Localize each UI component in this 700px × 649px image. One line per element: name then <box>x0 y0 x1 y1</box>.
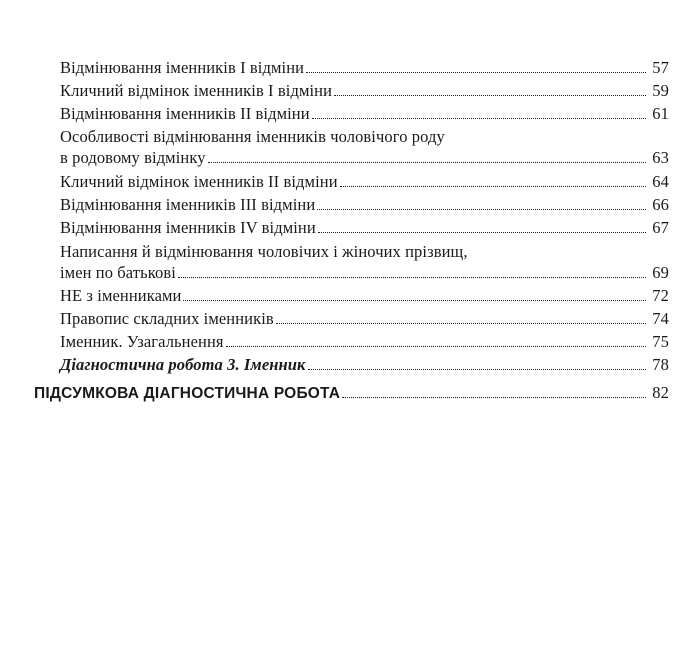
toc-entry-title: Діагностична робота 3. Іменник <box>60 355 306 374</box>
toc-page-number: 57 <box>652 58 669 77</box>
toc-entry-title: Відмінювання іменників ІV відміни <box>60 218 316 237</box>
toc-entry-title-line1: Написання й відмінювання чоловічих і жіночих прізвищ, <box>60 242 468 261</box>
dot-leader <box>226 346 646 347</box>
toc-entry[interactable] <box>60 287 669 305</box>
dot-leader <box>340 186 646 187</box>
toc-page-number: 69 <box>652 263 669 282</box>
toc-entry[interactable] <box>60 173 669 191</box>
toc-page-number: 66 <box>652 195 669 214</box>
toc-entry-title: НЕ з іменниками <box>60 286 182 305</box>
toc-page-number: 59 <box>652 81 669 100</box>
toc-entry-title-line1: Особливості відмінювання іменників чоловічого роду <box>60 127 445 146</box>
dot-leader <box>306 72 646 73</box>
toc-entry[interactable] <box>60 219 669 237</box>
toc-entry[interactable] <box>60 149 669 167</box>
toc-entry[interactable] <box>60 196 669 214</box>
toc-entry[interactable] <box>60 82 669 100</box>
toc-page-number: 74 <box>652 309 669 328</box>
toc-page-number: 64 <box>652 172 669 191</box>
toc-page-number: 67 <box>652 218 669 237</box>
toc-entry[interactable] <box>60 264 669 282</box>
dot-leader <box>342 397 646 398</box>
toc-page-number: 78 <box>652 355 669 374</box>
toc-entry-title: Відмінювання іменників ІІ відміни <box>60 104 310 123</box>
dot-leader <box>208 162 646 163</box>
toc-page-number: 63 <box>652 148 669 167</box>
toc-page-number: 72 <box>652 286 669 305</box>
dot-leader <box>312 118 646 119</box>
toc-entry-title: Правопис складних іменників <box>60 309 274 328</box>
dot-leader <box>308 369 646 370</box>
toc-page-number: 61 <box>652 104 669 123</box>
toc-entry-diagnostic[interactable] <box>60 356 669 374</box>
toc-entry-title: Відмінювання іменників ІІІ відміни <box>60 195 316 214</box>
toc-entry-title: Кличний відмінок іменників І відміни <box>60 81 333 100</box>
toc-entry-title: Іменник. Узагальнення <box>60 332 224 351</box>
toc-entry[interactable] <box>60 333 669 351</box>
dot-leader <box>178 277 646 278</box>
dot-leader <box>334 95 646 96</box>
toc-entry-title: Відмінювання іменників І відміни <box>60 58 305 77</box>
toc-entry-title: ПІДСУМКОВА ДІАГНОСТИЧНА РОБОТА <box>34 385 341 402</box>
toc-page-number: 82 <box>652 383 669 402</box>
toc-entry[interactable] <box>60 105 669 123</box>
dot-leader <box>318 232 646 233</box>
dot-leader <box>183 300 646 301</box>
dot-leader <box>317 209 646 210</box>
toc-entry-title: Кличний відмінок іменників ІІ відміни <box>60 172 338 191</box>
toc-entry[interactable] <box>60 310 669 328</box>
toc-entry[interactable] <box>60 59 669 77</box>
toc-page-number: 75 <box>652 332 669 351</box>
dot-leader <box>276 323 646 324</box>
toc-entry-title-line2: імен по батькові <box>60 263 176 282</box>
toc-entry-title-line2: в родовому відмінку <box>60 148 206 167</box>
toc-entry-final[interactable] <box>34 384 669 403</box>
